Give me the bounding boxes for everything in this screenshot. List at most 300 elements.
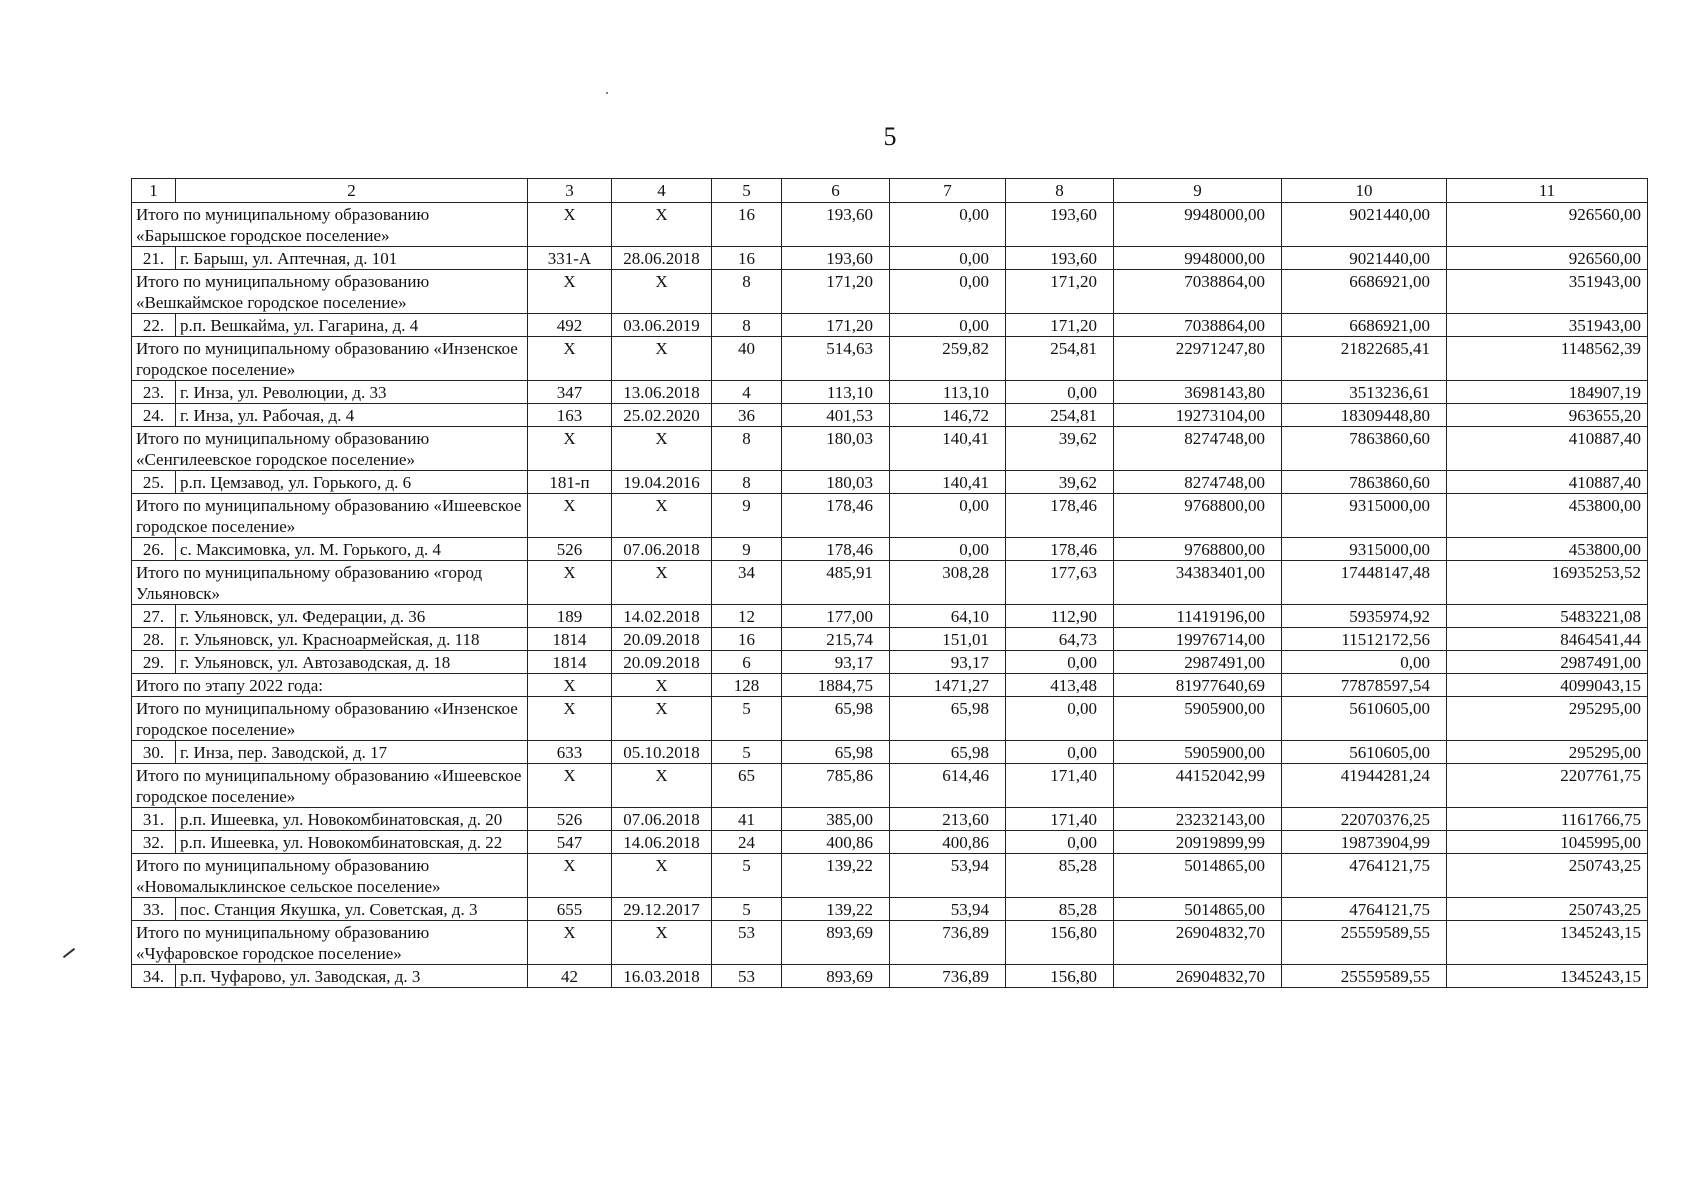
cell-col-4: 07.06.2018 [612,538,712,561]
row-number: 24. [132,404,176,427]
cell-col-11: 410887,40 [1447,427,1648,471]
cell-col-9: 5905900,00 [1114,697,1282,741]
cell-col-5: 5 [712,898,782,921]
cell-col-8: 0,00 [1006,697,1114,741]
cell-col-7: 65,98 [890,741,1006,764]
cell-col-3: 181-п [528,471,612,494]
cell-col-5: 34 [712,561,782,605]
cell-col-4: X [612,270,712,314]
cell-col-3: X [528,764,612,808]
cell-col-3: 526 [528,808,612,831]
cell-col-10: 9021440,00 [1282,247,1447,270]
cell-col-10: 9021440,00 [1282,203,1447,247]
table-row-municipality-total [132,921,1648,965]
cell-col-3: X [528,674,612,697]
cell-col-9: 9948000,00 [1114,247,1282,270]
table-row-house [132,538,1648,561]
table-row-municipality-total [132,854,1648,898]
column-header: 7 [890,179,1006,203]
cell-col-7: 93,17 [890,651,1006,674]
cell-col-5: 8 [712,270,782,314]
cell-col-7: 0,00 [890,247,1006,270]
row-number: 21. [132,247,176,270]
municipality-total-label: Итого по муниципальному образованию «Ишеевское городское поселение» [132,494,528,538]
cell-col-9: 22971247,80 [1114,337,1282,381]
municipality-total-label: Итого по муниципальному образованию «город Ульяновск» [132,561,528,605]
cell-col-7: 53,94 [890,898,1006,921]
cell-col-11: 1148562,39 [1447,337,1648,381]
cell-col-6: 785,86 [782,764,890,808]
cell-col-3: 526 [528,538,612,561]
cell-col-7: 1471,27 [890,674,1006,697]
table-row-house [132,965,1648,988]
cell-col-9: 7038864,00 [1114,270,1282,314]
cell-col-5: 9 [712,538,782,561]
cell-col-10: 22070376,25 [1282,808,1447,831]
cell-col-4: 05.10.2018 [612,741,712,764]
municipality-total-label: Итого по муниципальному образованию «Инзенское городское поселение» [132,337,528,381]
municipality-total-label: Итого по муниципальному образованию «Сенгилеевское городское поселение» [132,427,528,471]
cell-col-8: 193,60 [1006,203,1114,247]
table-row-house [132,381,1648,404]
cell-col-10: 5610605,00 [1282,741,1447,764]
column-header: 8 [1006,179,1114,203]
cell-col-3: X [528,427,612,471]
cell-col-3: 655 [528,898,612,921]
cell-col-6: 93,17 [782,651,890,674]
cell-col-4: 19.04.2016 [612,471,712,494]
table-row-municipality-total [132,337,1648,381]
cell-col-3: X [528,203,612,247]
cell-col-6: 113,10 [782,381,890,404]
row-number: 34. [132,965,176,988]
table-body [132,179,1648,988]
cell-col-4: X [612,337,712,381]
table-row-house [132,471,1648,494]
cell-col-8: 171,20 [1006,314,1114,337]
cell-col-11: 295295,00 [1447,697,1648,741]
cell-col-10: 6686921,00 [1282,314,1447,337]
municipality-total-label: Итого по муниципальному образованию «Чуфаровское городское поселение» [132,921,528,965]
cell-col-6: 180,03 [782,427,890,471]
cell-col-3: X [528,270,612,314]
cell-col-4: 14.02.2018 [612,605,712,628]
cell-col-9: 8274748,00 [1114,427,1282,471]
cell-col-8: 85,28 [1006,854,1114,898]
house-address: с. Максимовка, ул. М. Горького, д. 4 [176,538,528,561]
table-row-house [132,628,1648,651]
column-header: 4 [612,179,712,203]
cell-col-6: 139,22 [782,898,890,921]
column-header: 2 [176,179,528,203]
cell-col-7: 65,98 [890,697,1006,741]
municipality-total-label: Итого по муниципальному образованию «Новомалыклинское сельское поселение» [132,854,528,898]
column-header: 10 [1282,179,1447,203]
table-row-house [132,247,1648,270]
cell-col-4: X [612,561,712,605]
cell-col-5: 65 [712,764,782,808]
cell-col-7: 146,72 [890,404,1006,427]
cell-col-4: X [612,697,712,741]
cell-col-4: 14.06.2018 [612,831,712,854]
cell-col-3: 547 [528,831,612,854]
cell-col-7: 259,82 [890,337,1006,381]
cell-col-3: X [528,697,612,741]
cell-col-5: 53 [712,921,782,965]
cell-col-8: 0,00 [1006,741,1114,764]
cell-col-9: 26904832,70 [1114,921,1282,965]
cell-col-3: X [528,337,612,381]
cell-col-7: 0,00 [890,538,1006,561]
row-number: 28. [132,628,176,651]
house-address: г. Инза, пер. Заводской, д. 17 [176,741,528,764]
cell-col-4: 29.12.2017 [612,898,712,921]
cell-col-10: 19873904,99 [1282,831,1447,854]
cell-col-6: 171,20 [782,270,890,314]
column-header: 5 [712,179,782,203]
cell-col-5: 24 [712,831,782,854]
cell-col-4: X [612,854,712,898]
cell-col-9: 5905900,00 [1114,741,1282,764]
cell-col-4: X [612,764,712,808]
cell-col-4: X [612,203,712,247]
cell-col-7: 0,00 [890,203,1006,247]
cell-col-10: 7863860,60 [1282,427,1447,471]
cell-col-3: X [528,921,612,965]
house-address: г. Инза, ул. Революции, д. 33 [176,381,528,404]
cell-col-11: 453800,00 [1447,538,1648,561]
cell-col-6: 171,20 [782,314,890,337]
cell-col-11: 250743,25 [1447,898,1648,921]
cell-col-11: 4099043,15 [1447,674,1648,697]
cell-col-11: 2207761,75 [1447,764,1648,808]
cell-col-10: 41944281,24 [1282,764,1447,808]
cell-col-3: 331-А [528,247,612,270]
cell-col-8: 254,81 [1006,337,1114,381]
cell-col-7: 113,10 [890,381,1006,404]
cell-col-8: 171,40 [1006,808,1114,831]
cell-col-7: 151,01 [890,628,1006,651]
cell-col-7: 736,89 [890,965,1006,988]
cell-col-6: 178,46 [782,494,890,538]
cell-col-8: 0,00 [1006,651,1114,674]
cell-col-8: 0,00 [1006,831,1114,854]
cell-col-11: 926560,00 [1447,247,1648,270]
table-row-house [132,808,1648,831]
cell-col-8: 178,46 [1006,494,1114,538]
cell-col-10: 9315000,00 [1282,494,1447,538]
cell-col-9: 3698143,80 [1114,381,1282,404]
house-address: пос. Станция Якушка, ул. Советская, д. 3 [176,898,528,921]
cell-col-7: 0,00 [890,270,1006,314]
house-address: г. Барыш, ул. Аптечная, д. 101 [176,247,528,270]
cell-col-10: 3513236,61 [1282,381,1447,404]
cell-col-4: 13.06.2018 [612,381,712,404]
cell-col-5: 16 [712,203,782,247]
cell-col-7: 0,00 [890,494,1006,538]
cell-col-6: 400,86 [782,831,890,854]
cell-col-8: 39,62 [1006,471,1114,494]
cell-col-9: 11419196,00 [1114,605,1282,628]
cell-col-11: 2987491,00 [1447,651,1648,674]
cell-col-7: 53,94 [890,854,1006,898]
cell-col-9: 19976714,00 [1114,628,1282,651]
cell-col-10: 5610605,00 [1282,697,1447,741]
cell-col-5: 8 [712,471,782,494]
table-row-house [132,605,1648,628]
row-number: 31. [132,808,176,831]
cell-col-10: 25559589,55 [1282,965,1447,988]
cell-col-4: 07.06.2018 [612,808,712,831]
cell-col-9: 7038864,00 [1114,314,1282,337]
cell-col-5: 41 [712,808,782,831]
row-number: 22. [132,314,176,337]
cell-col-10: 6686921,00 [1282,270,1447,314]
row-number: 26. [132,538,176,561]
cell-col-6: 485,91 [782,561,890,605]
cell-col-5: 5 [712,854,782,898]
row-number: 23. [132,381,176,404]
house-address: г. Инза, ул. Рабочая, д. 4 [176,404,528,427]
table-row-municipality-total [132,427,1648,471]
row-number: 29. [132,651,176,674]
house-address: г. Ульяновск, ул. Красноармейская, д. 118 [176,628,528,651]
cell-col-4: 25.02.2020 [612,404,712,427]
column-number-row [132,179,1648,203]
cell-col-6: 893,69 [782,965,890,988]
cell-col-9: 44152042,99 [1114,764,1282,808]
cell-col-4: X [612,427,712,471]
cell-col-7: 140,41 [890,427,1006,471]
cell-col-3: X [528,561,612,605]
cell-col-5: 5 [712,697,782,741]
cell-col-7: 400,86 [890,831,1006,854]
cell-col-3: 1814 [528,651,612,674]
cell-col-9: 34383401,00 [1114,561,1282,605]
cell-col-9: 8274748,00 [1114,471,1282,494]
cell-col-3: 492 [528,314,612,337]
cell-col-4: 20.09.2018 [612,628,712,651]
cell-col-5: 9 [712,494,782,538]
house-address: р.п. Ишеевка, ул. Новокомбинатовская, д. 20 [176,808,528,831]
cell-col-8: 112,90 [1006,605,1114,628]
cell-col-9: 19273104,00 [1114,404,1282,427]
cell-col-3: 633 [528,741,612,764]
table-row-house [132,898,1648,921]
cell-col-11: 5483221,08 [1447,605,1648,628]
cell-col-10: 9315000,00 [1282,538,1447,561]
page-number: 5 [883,122,897,151]
cell-col-7: 140,41 [890,471,1006,494]
table-row-house [132,404,1648,427]
cell-col-7: 0,00 [890,314,1006,337]
stage-total-label: Итого по этапу 2022 года: [132,674,528,697]
cell-col-4: 16.03.2018 [612,965,712,988]
table-row-house [132,831,1648,854]
table-row-stage-total [132,674,1648,697]
column-header: 6 [782,179,890,203]
table-row-house [132,651,1648,674]
cell-col-3: 42 [528,965,612,988]
cell-col-11: 250743,25 [1447,854,1648,898]
cell-col-8: 39,62 [1006,427,1114,471]
table-row-municipality-total [132,494,1648,538]
cell-col-6: 1884,75 [782,674,890,697]
cell-col-6: 193,60 [782,247,890,270]
cell-col-10: 18309448,80 [1282,404,1447,427]
cell-col-11: 8464541,44 [1447,628,1648,651]
cell-col-6: 139,22 [782,854,890,898]
cell-col-8: 178,46 [1006,538,1114,561]
cell-col-4: 28.06.2018 [612,247,712,270]
cell-col-8: 156,80 [1006,921,1114,965]
column-header: 9 [1114,179,1282,203]
cell-col-9: 2987491,00 [1114,651,1282,674]
cell-col-5: 8 [712,427,782,471]
house-address: р.п. Вешкайма, ул. Гагарина, д. 4 [176,314,528,337]
house-address: р.п. Чуфарово, ул. Заводская, д. 3 [176,965,528,988]
cell-col-10: 77878597,54 [1282,674,1447,697]
cell-col-5: 36 [712,404,782,427]
row-number: 33. [132,898,176,921]
house-address: р.п. Ишеевка, ул. Новокомбинатовская, д. 22 [176,831,528,854]
cell-col-11: 926560,00 [1447,203,1648,247]
cell-col-11: 351943,00 [1447,270,1648,314]
cell-col-10: 5935974,92 [1282,605,1447,628]
housing-program-table [131,178,1648,988]
table-row-municipality-total [132,561,1648,605]
cell-col-8: 177,63 [1006,561,1114,605]
cell-col-8: 64,73 [1006,628,1114,651]
cell-col-10: 7863860,60 [1282,471,1447,494]
house-address: г. Ульяновск, ул. Автозаводская, д. 18 [176,651,528,674]
cell-col-10: 17448147,48 [1282,561,1447,605]
cell-col-5: 128 [712,674,782,697]
cell-col-6: 180,03 [782,471,890,494]
cell-col-3: 347 [528,381,612,404]
row-number: 27. [132,605,176,628]
cell-col-9: 20919899,99 [1114,831,1282,854]
cell-col-5: 16 [712,247,782,270]
house-address: р.п. Цемзавод, ул. Горького, д. 6 [176,471,528,494]
cell-col-5: 40 [712,337,782,381]
cell-col-11: 1161766,75 [1447,808,1648,831]
cell-col-9: 5014865,00 [1114,898,1282,921]
cell-col-5: 16 [712,628,782,651]
cell-col-7: 213,60 [890,808,1006,831]
cell-col-8: 413,48 [1006,674,1114,697]
cell-col-6: 401,53 [782,404,890,427]
cell-col-9: 81977640,69 [1114,674,1282,697]
cell-col-10: 11512172,56 [1282,628,1447,651]
municipality-total-label: Итого по муниципальному образованию «Инзенское городское поселение» [132,697,528,741]
table-row-municipality-total [132,270,1648,314]
cell-col-10: 21822685,41 [1282,337,1447,381]
cell-col-11: 351943,00 [1447,314,1648,337]
cell-col-3: X [528,854,612,898]
cell-col-6: 65,98 [782,741,890,764]
cell-col-5: 53 [712,965,782,988]
cell-col-11: 963655,20 [1447,404,1648,427]
cell-col-7: 308,28 [890,561,1006,605]
cell-col-5: 5 [712,741,782,764]
cell-col-8: 193,60 [1006,247,1114,270]
cell-col-11: 453800,00 [1447,494,1648,538]
municipality-total-label: Итого по муниципальному образованию «Барышское городское поселение» [132,203,528,247]
cell-col-11: 410887,40 [1447,471,1648,494]
cell-col-9: 23232143,00 [1114,808,1282,831]
column-header: 1 [132,179,176,203]
cell-col-11: 1345243,15 [1447,965,1648,988]
cell-col-3: X [528,494,612,538]
row-number: 32. [132,831,176,854]
municipality-total-label: Итого по муниципальному образованию «Ишеевское городское поселение» [132,764,528,808]
cell-col-3: 163 [528,404,612,427]
cell-col-6: 215,74 [782,628,890,651]
table-row-municipality-total [132,764,1648,808]
table-row-house [132,314,1648,337]
cell-col-11: 184907,19 [1447,381,1648,404]
cell-col-4: 03.06.2019 [612,314,712,337]
cell-col-6: 193,60 [782,203,890,247]
cell-col-4: X [612,674,712,697]
cell-col-9: 9948000,00 [1114,203,1282,247]
cell-col-4: 20.09.2018 [612,651,712,674]
scan-speck [606,92,608,94]
cell-col-9: 9768800,00 [1114,538,1282,561]
cell-col-6: 514,63 [782,337,890,381]
cell-col-8: 254,81 [1006,404,1114,427]
cell-col-8: 156,80 [1006,965,1114,988]
cell-col-5: 8 [712,314,782,337]
cell-col-11: 295295,00 [1447,741,1648,764]
cell-col-8: 171,40 [1006,764,1114,808]
cell-col-6: 177,00 [782,605,890,628]
scan-mark [63,948,75,958]
cell-col-6: 65,98 [782,697,890,741]
cell-col-4: X [612,494,712,538]
cell-col-7: 614,46 [890,764,1006,808]
house-address: г. Ульяновск, ул. Федерации, д. 36 [176,605,528,628]
cell-col-3: 189 [528,605,612,628]
cell-col-11: 1345243,15 [1447,921,1648,965]
municipality-total-label: Итого по муниципальному образованию «Вешкаймское городское поселение» [132,270,528,314]
cell-col-8: 0,00 [1006,381,1114,404]
cell-col-3: 1814 [528,628,612,651]
cell-col-10: 25559589,55 [1282,921,1447,965]
cell-col-5: 6 [712,651,782,674]
cell-col-5: 12 [712,605,782,628]
column-header: 3 [528,179,612,203]
row-number: 30. [132,741,176,764]
cell-col-6: 893,69 [782,921,890,965]
row-number: 25. [132,471,176,494]
cell-col-9: 5014865,00 [1114,854,1282,898]
cell-col-10: 0,00 [1282,651,1447,674]
cell-col-10: 4764121,75 [1282,898,1447,921]
cell-col-7: 64,10 [890,605,1006,628]
cell-col-6: 385,00 [782,808,890,831]
cell-col-10: 4764121,75 [1282,854,1447,898]
cell-col-8: 85,28 [1006,898,1114,921]
table-row-municipality-total [132,203,1648,247]
column-header: 11 [1447,179,1648,203]
cell-col-7: 736,89 [890,921,1006,965]
cell-col-6: 178,46 [782,538,890,561]
cell-col-11: 1045995,00 [1447,831,1648,854]
cell-col-5: 4 [712,381,782,404]
table-row-house [132,741,1648,764]
